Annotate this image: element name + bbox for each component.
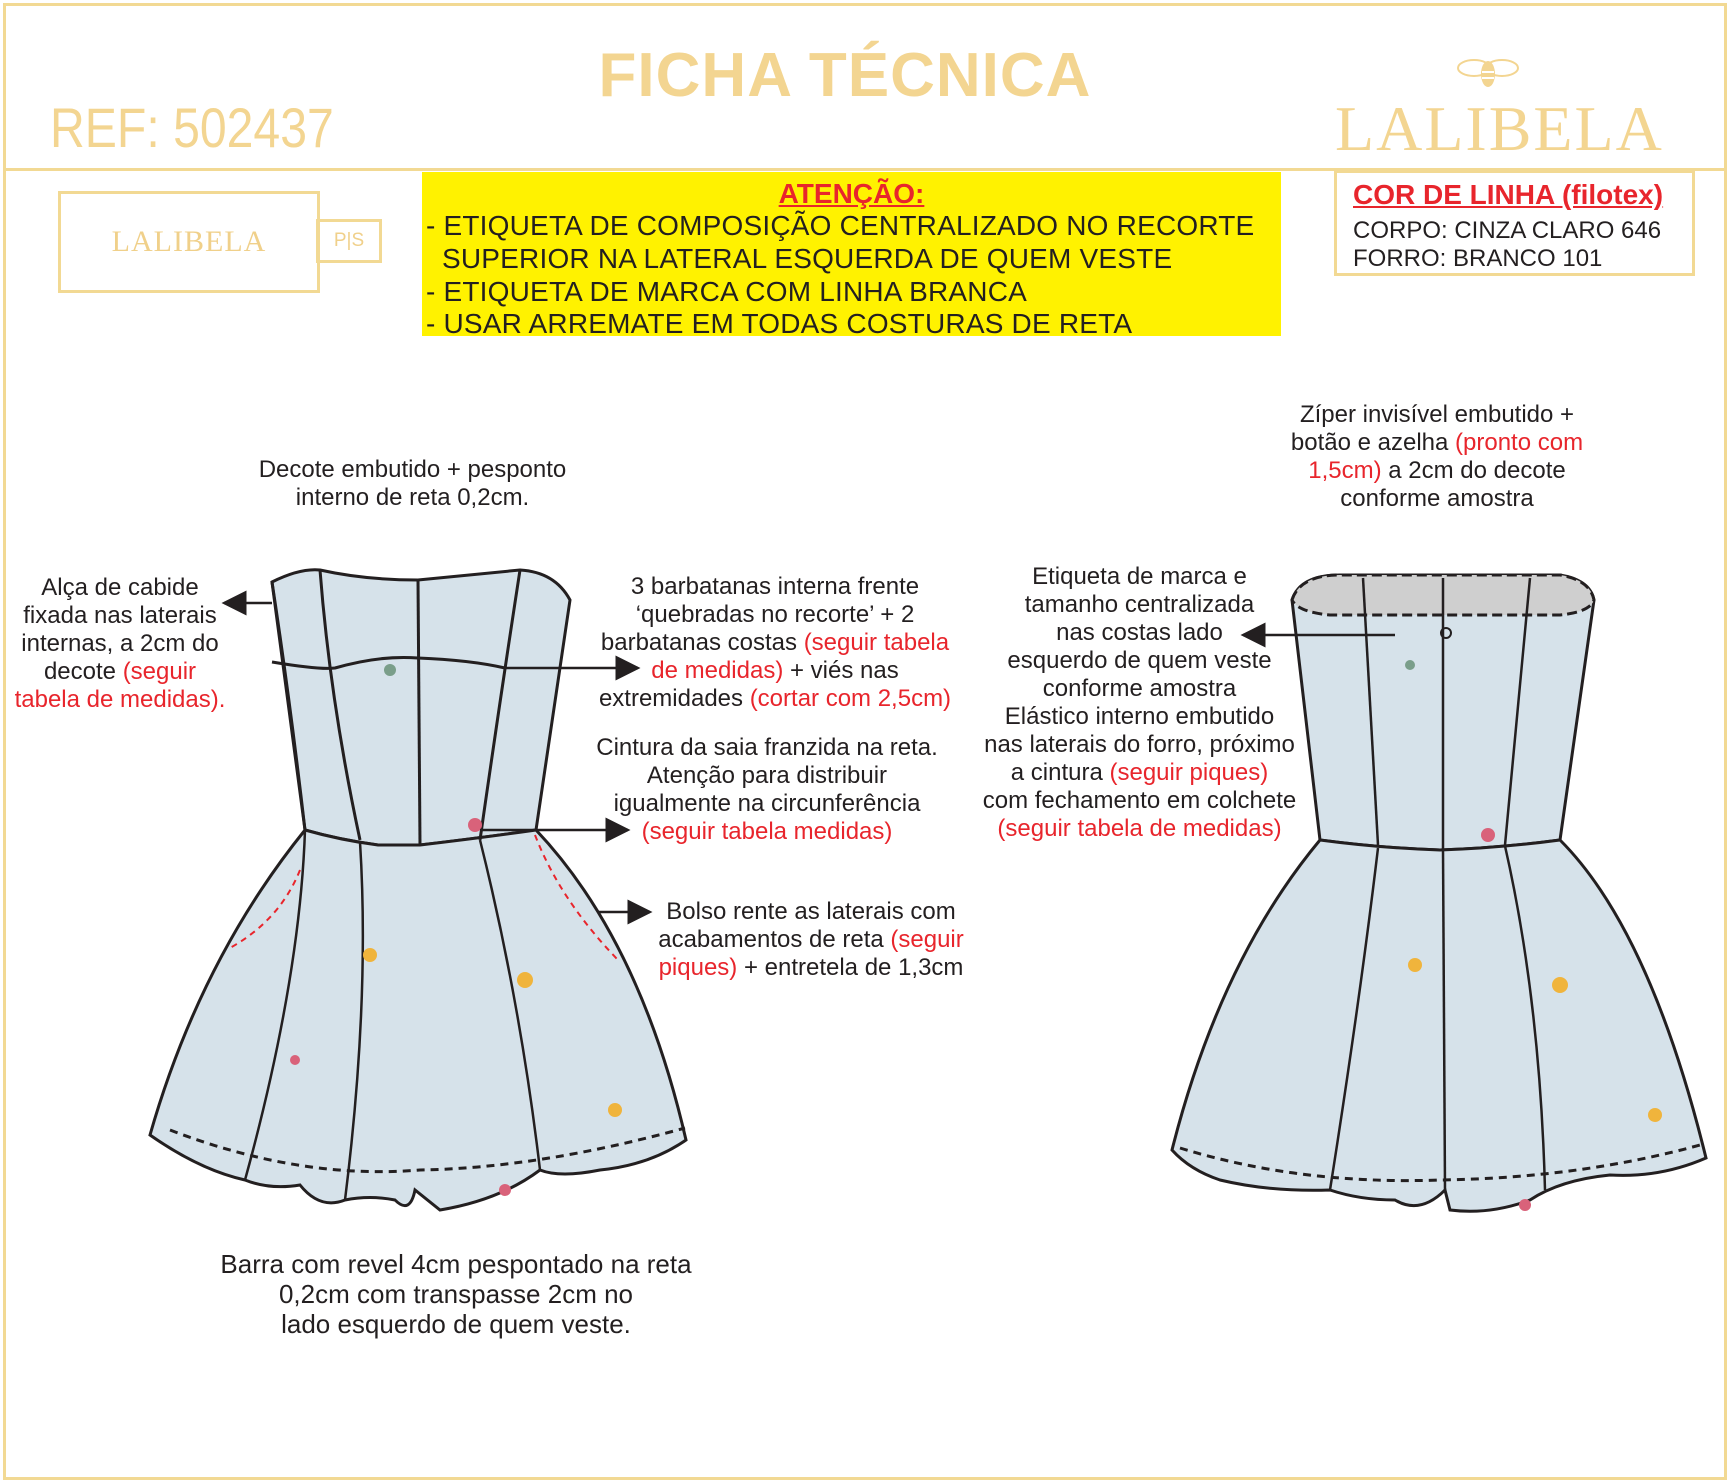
attention-line: - ETIQUETA DE COMPOSIÇÃO CENTRALIZADO NO RECORTE bbox=[426, 210, 1255, 241]
flower-print-icon bbox=[1519, 1199, 1531, 1211]
note-line: igualmente na circunferência bbox=[613, 790, 921, 817]
note-line: Etiqueta de marca e bbox=[1032, 563, 1247, 590]
note-hanger-strap bbox=[6, 574, 234, 714]
note-line: Barra com revel 4cm pespontado na reta bbox=[220, 1249, 692, 1279]
note-line: piques) + entretela de 1,3cm bbox=[658, 954, 964, 981]
note-line: conforme amostra bbox=[1340, 485, 1534, 512]
note-line: conforme amostra bbox=[1042, 675, 1237, 702]
note-line: 1,5cm) a 2cm do decote bbox=[1308, 457, 1566, 484]
note-line: Alça de cabide bbox=[41, 574, 199, 601]
flower-print-icon bbox=[363, 948, 377, 962]
flower-print-icon bbox=[384, 664, 396, 676]
flower-print-icon bbox=[1552, 977, 1568, 993]
attention-line: - ETIQUETA DE MARCA COM LINHA BRANCA bbox=[426, 276, 1027, 307]
note-line: botão e azelha (pronto com bbox=[1290, 429, 1584, 456]
flower-print-icon bbox=[608, 1103, 622, 1117]
note-line: Atenção para distribuir bbox=[646, 762, 888, 789]
note-line: 3 barbatanas interna frente bbox=[630, 573, 920, 600]
attention-title: ATENÇÃO: bbox=[778, 178, 925, 209]
front-skirt bbox=[150, 830, 686, 1210]
attention-line: SUPERIOR NA LATERAL ESQUERDA DE QUEM VESTE bbox=[442, 243, 1173, 274]
flower-print-icon bbox=[1408, 958, 1422, 972]
flower-print-icon bbox=[1648, 1108, 1662, 1122]
attention-line: - USAR ARREMATE EM TODAS COSTURAS DE RETA bbox=[426, 308, 1133, 339]
flower-print-icon bbox=[290, 1055, 300, 1065]
note-line: (seguir tabela medidas) bbox=[641, 818, 893, 845]
note-line: internas, a 2cm do bbox=[21, 630, 219, 657]
note-line: tamanho centralizada bbox=[1024, 591, 1255, 618]
note-line: Elástico interno embutido bbox=[1004, 703, 1275, 730]
reference-code: REF: 502437 bbox=[50, 96, 334, 159]
flower-print-icon bbox=[517, 972, 533, 988]
note-line: decote (seguir bbox=[43, 658, 197, 685]
note-line: acabamentos de reta (seguir bbox=[658, 926, 964, 953]
note-neckline bbox=[240, 456, 585, 512]
note-line: Bolso rente as laterais com bbox=[666, 898, 956, 925]
note-line: nas costas lado bbox=[1056, 619, 1223, 646]
brand-logo: LALIBELA bbox=[1335, 93, 1664, 164]
note-line: ‘quebradas no recorte’ + 2 bbox=[635, 601, 915, 628]
note-line: lado esquerdo de quem veste. bbox=[281, 1309, 631, 1339]
note-line: de medidas) + viés nas bbox=[651, 657, 899, 684]
note-zipper bbox=[1262, 401, 1612, 513]
thread-color-title: COR DE LINHA (filotex) bbox=[1353, 179, 1664, 210]
flower-print-icon bbox=[1481, 828, 1495, 842]
note-line: (seguir tabela de medidas) bbox=[997, 815, 1282, 842]
note-line: 0,2cm com transpasse 2cm no bbox=[278, 1279, 634, 1309]
note-line: extremidades (cortar com 2,5cm) bbox=[598, 685, 952, 712]
note-line: esquerdo de quem veste bbox=[1007, 647, 1272, 674]
thread-color-lining: FORRO: BRANCO 101 bbox=[1353, 245, 1603, 272]
size-label-sample: P|S bbox=[316, 219, 382, 263]
note-line: fixada nas laterais bbox=[23, 602, 217, 629]
flower-print-icon bbox=[499, 1184, 511, 1196]
note-line: barbatanas costas (seguir tabela bbox=[600, 629, 950, 656]
note-boning bbox=[580, 573, 970, 713]
page-title: FICHA TÉCNICA bbox=[598, 41, 1092, 110]
note-line: interno de reta 0,2cm. bbox=[295, 484, 530, 511]
note-back-label bbox=[962, 563, 1317, 843]
note-pocket bbox=[646, 898, 976, 982]
note-line: nas laterais do forro, próximo bbox=[984, 731, 1295, 758]
note-line: Zíper invisível embutido + bbox=[1299, 401, 1575, 428]
note-line: com fechamento em colchete bbox=[982, 787, 1297, 814]
flower-print-icon bbox=[1405, 660, 1415, 670]
thread-color-body: CORPO: CINZA CLARO 646 bbox=[1353, 217, 1662, 244]
brand-label-sample: LALIBELA bbox=[58, 191, 320, 293]
flower-print-icon bbox=[468, 818, 482, 832]
note-line: Decote embutido + pesponto bbox=[258, 456, 567, 483]
note-hem bbox=[196, 1249, 716, 1339]
note-line: Cintura da saia franzida na reta. bbox=[596, 734, 938, 761]
note-line: a cintura (seguir piques) bbox=[1010, 759, 1269, 786]
note-line: tabela de medidas). bbox=[14, 686, 226, 713]
note-waist bbox=[572, 734, 962, 846]
